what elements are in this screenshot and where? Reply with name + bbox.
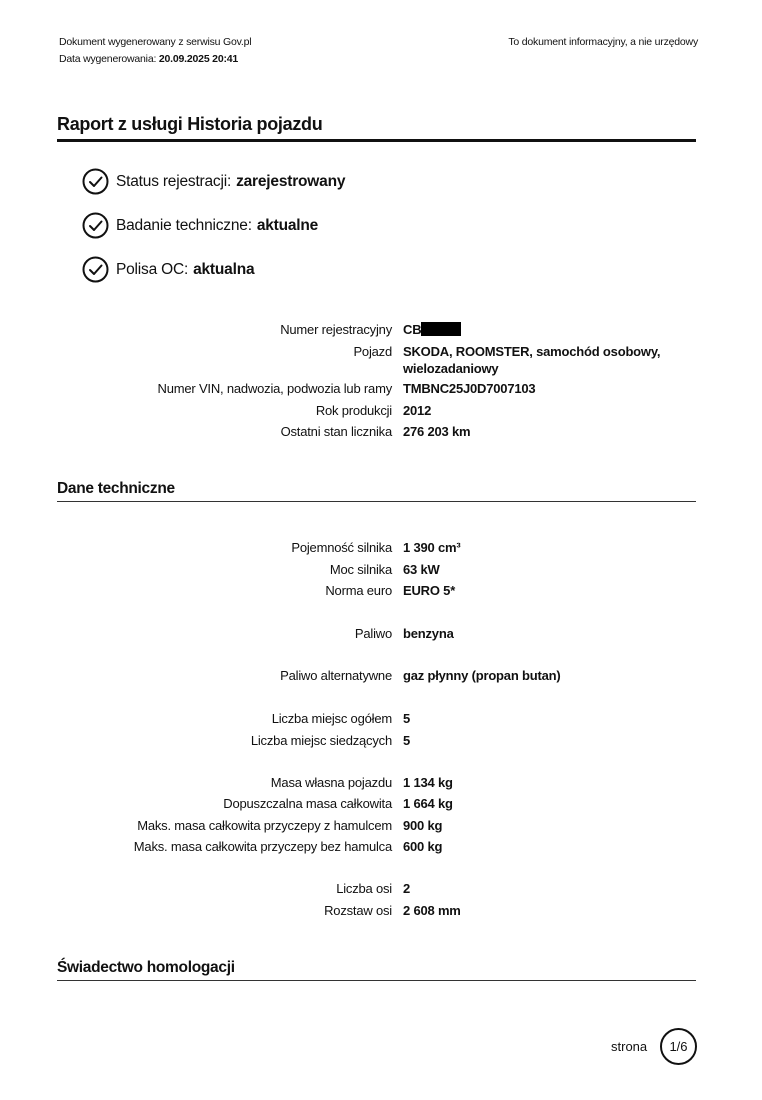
- field-label: Pojazd: [353, 344, 392, 359]
- field-label: Masa własna pojazdu: [270, 775, 392, 790]
- field-label: Rok produkcji: [315, 403, 392, 418]
- field-value: 900 kg: [403, 818, 443, 833]
- row-odometer: [0, 423, 762, 440]
- field-label: Liczba miejsc ogółem: [271, 711, 392, 726]
- status-inspection: [82, 212, 318, 239]
- row-gross-weight: [0, 795, 762, 812]
- field-value: 2012: [403, 403, 432, 418]
- document-header-left: [59, 34, 251, 68]
- row-fuel: [0, 625, 762, 642]
- field-value: gaz płynny (propan butan): [403, 668, 561, 683]
- section-divider: [57, 980, 696, 981]
- field-label: Maks. masa całkowita przyczepy bez hamulca: [133, 839, 392, 854]
- check-circle-icon: [82, 256, 109, 283]
- status-registration: [82, 168, 345, 195]
- field-value: 600 kg: [403, 839, 443, 854]
- status-value: zarejestrowany: [236, 172, 346, 190]
- field-value: 1 134 kg: [403, 775, 453, 790]
- field-label: Paliwo alternatywne: [280, 668, 392, 683]
- row-trailer-braked: [0, 817, 762, 834]
- field-label: Liczba osi: [336, 881, 392, 896]
- field-value: 2: [403, 881, 411, 896]
- field-label: Ostatni stan licznika: [280, 424, 392, 439]
- row-registration-number: [0, 321, 762, 338]
- row-alt-fuel: [0, 667, 762, 684]
- date-value: 20.09.2025 20:41: [158, 53, 239, 65]
- field-value: 276 203 km: [403, 424, 471, 439]
- disclaimer-text: To dokument informacyjny, a nie urzędowy: [508, 36, 698, 48]
- row-axles: [0, 880, 762, 897]
- field-value: TMBNC25J0D7007103: [403, 381, 536, 396]
- field-label: Moc silnika: [329, 562, 392, 577]
- field-value: EURO 5*: [403, 583, 456, 598]
- field-value: 5: [403, 733, 411, 748]
- field-label: Paliwo: [354, 626, 392, 641]
- redaction-block: [421, 322, 461, 336]
- field-value: 5: [403, 711, 411, 726]
- field-value: 1 390 cm³: [403, 540, 461, 555]
- status-insurance: [82, 256, 254, 283]
- field-value: 63 kW: [403, 562, 440, 577]
- vehicle-line-2: wielozadaniowy: [403, 361, 499, 376]
- generation-date: [59, 51, 251, 68]
- row-engine-capacity: [0, 539, 762, 556]
- field-value: [403, 321, 673, 338]
- status-value: aktualna: [193, 260, 255, 278]
- vehicle-line-1: SKODA, ROOMSTER, samochód osobowy,: [403, 344, 661, 359]
- check-circle-icon: [82, 168, 109, 195]
- row-engine-power: [0, 561, 762, 578]
- field-label: Numer VIN, nadwozia, podwozia lub ramy: [157, 381, 392, 396]
- row-wheelbase: [0, 902, 762, 919]
- row-vehicle: [0, 343, 762, 377]
- field-value: 2 608 mm: [403, 903, 461, 918]
- section-divider: [57, 501, 696, 502]
- section-title-technical: Dane techniczne: [57, 480, 175, 497]
- status-label: Status rejestracji:: [116, 172, 232, 190]
- field-label: Norma euro: [325, 583, 392, 598]
- field-value: benzyna: [403, 626, 454, 641]
- row-seats-total: [0, 710, 762, 727]
- registration-prefix: CB: [403, 322, 422, 337]
- row-trailer-unbraked: [0, 838, 762, 855]
- row-seats-sitting: [0, 732, 762, 749]
- row-production-year: [0, 402, 762, 419]
- title-divider: [57, 139, 696, 142]
- field-label: Liczba miejsc siedzących: [250, 733, 392, 748]
- status-label: Badanie techniczne:: [116, 216, 252, 234]
- page-label: strona: [611, 1039, 648, 1054]
- page-number-text: 1/6: [669, 1039, 688, 1054]
- check-circle-icon: [82, 212, 109, 239]
- page-number: [660, 1028, 697, 1065]
- field-value: [403, 343, 673, 377]
- section-title-homologation: Świadectwo homologacji: [57, 959, 235, 976]
- field-label: Numer rejestracyjny: [280, 322, 392, 337]
- page-title: Raport z usługi Historia pojazdu: [57, 114, 323, 134]
- row-euro-norm: [0, 582, 762, 599]
- field-label: Pojemność silnika: [291, 540, 392, 555]
- status-value: aktualne: [256, 216, 319, 234]
- field-label: Maks. masa całkowita przyczepy z hamulcem: [137, 818, 392, 833]
- row-curb-weight: [0, 774, 762, 791]
- source-text: Dokument wygenerowany z serwisu Gov.pl: [59, 36, 252, 48]
- field-value: 1 664 kg: [403, 796, 453, 811]
- field-label: Rozstaw osi: [324, 903, 392, 918]
- status-label: Polisa OC:: [116, 260, 189, 278]
- row-vin: [0, 380, 762, 397]
- date-label: Data wygenerowania:: [59, 53, 157, 65]
- field-label: Dopuszczalna masa całkowita: [223, 796, 392, 811]
